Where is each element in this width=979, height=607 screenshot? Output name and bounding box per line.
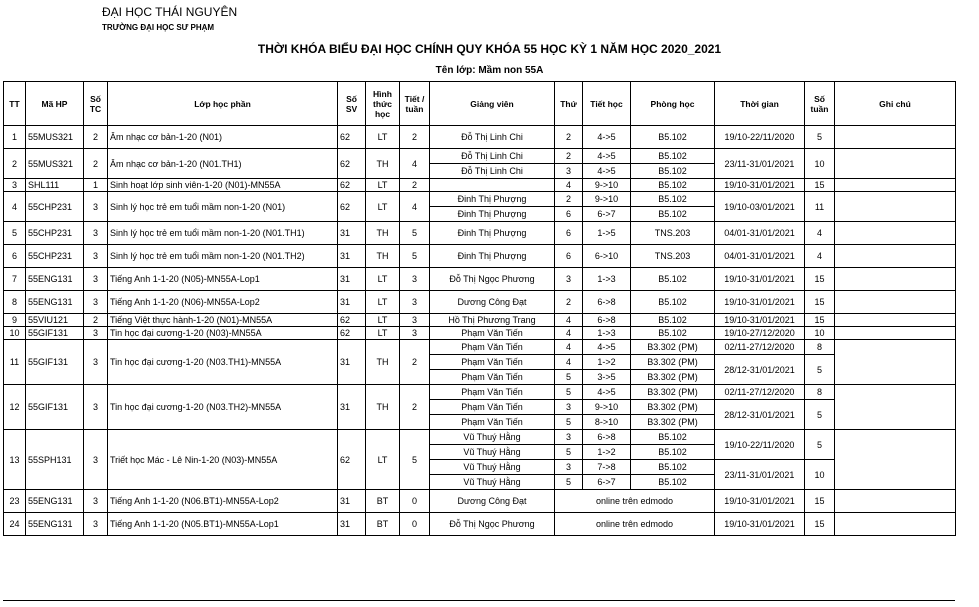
course-section: Âm nhạc cơ bản-1-20 (N01.TH1)	[108, 149, 338, 179]
period-slot: 7->8	[583, 460, 631, 475]
bottom-border	[3, 600, 955, 601]
period-slot: 3->5	[583, 370, 631, 385]
period-slot: 1->5	[583, 222, 631, 245]
lecturer: Đỗ Thị Ngọc Phương	[430, 513, 555, 536]
course-section: Sinh lý học trẻ em tuổi mầm non-1-20 (N01.TH2)	[108, 245, 338, 268]
date-range: 19/10-27/12/2020	[715, 327, 805, 340]
online-note: online trên edmodo	[555, 513, 715, 536]
row-number: 12	[4, 385, 26, 430]
period-slot: 9->10	[583, 192, 631, 207]
note-cell	[835, 430, 956, 490]
study-form: LT	[366, 314, 400, 327]
period-slot: 9->10	[583, 179, 631, 192]
week-count: 15	[805, 179, 835, 192]
table-row	[4, 245, 956, 268]
week-count: 15	[805, 291, 835, 314]
course-code: 55MUS321	[26, 149, 84, 179]
column-header: Tiết học	[583, 82, 631, 126]
weekday: 5	[555, 415, 583, 430]
table-row	[4, 268, 956, 291]
room: B5.102	[631, 207, 715, 222]
course-code: 55CHP231	[26, 245, 84, 268]
column-header: Thứ	[555, 82, 583, 126]
weekday: 4	[555, 327, 583, 340]
date-range: 19/10-31/01/2021	[715, 513, 805, 536]
weekday: 6	[555, 207, 583, 222]
room: B5.102	[631, 327, 715, 340]
weekday: 3	[555, 268, 583, 291]
lecturer: Đỗ Thị Linh Chi	[430, 164, 555, 179]
weekday: 2	[555, 149, 583, 164]
credits: 1	[84, 179, 108, 192]
credits: 3	[84, 192, 108, 222]
lecturer: Vũ Thuý Hằng	[430, 460, 555, 475]
date-range: 28/12-31/01/2021	[715, 400, 805, 430]
credits: 2	[84, 149, 108, 179]
weekday: 4	[555, 179, 583, 192]
date-range: 23/11-31/01/2021	[715, 149, 805, 179]
room: B5.102	[631, 164, 715, 179]
period-slot: 4->5	[583, 126, 631, 149]
weekday: 5	[555, 445, 583, 460]
credits: 2	[84, 126, 108, 149]
school-name: TRƯỜNG ĐẠI HỌC SƯ PHẠM	[102, 23, 215, 32]
note-cell	[835, 291, 956, 314]
credits: 3	[84, 513, 108, 536]
period-slot: 4->5	[583, 340, 631, 355]
course-section: Sinh hoạt lớp sinh viên-1-20 (N01)-MN55A	[108, 179, 338, 192]
student-count: 62	[338, 314, 366, 327]
column-header: Giảng viên	[430, 82, 555, 126]
column-header: Lớp học phần	[108, 82, 338, 126]
study-form: LT	[366, 268, 400, 291]
row-number: 7	[4, 268, 26, 291]
note-cell	[835, 268, 956, 291]
study-form: BT	[366, 513, 400, 536]
periods-per-week: 3	[400, 291, 430, 314]
room: B3.302 (PM)	[631, 415, 715, 430]
weekday: 3	[555, 460, 583, 475]
room: B3.302 (PM)	[631, 385, 715, 400]
student-count: 31	[338, 222, 366, 245]
week-count: 10	[805, 327, 835, 340]
note-cell	[835, 340, 956, 385]
room: B5.102	[631, 179, 715, 192]
lecturer: Hồ Thị Phương Trang	[430, 314, 555, 327]
row-number: 2	[4, 149, 26, 179]
room: B5.102	[631, 192, 715, 207]
note-cell	[835, 385, 956, 430]
row-number: 24	[4, 513, 26, 536]
column-header: Thời gian	[715, 82, 805, 126]
note-cell	[835, 327, 956, 340]
date-range: 19/10-03/01/2021	[715, 192, 805, 222]
course-section: Tiếng Anh 1-1-20 (N05.BT1)-MN55A-Lop1	[108, 513, 338, 536]
course-section: Tin học đại cương-1-20 (N03.TH1)-MN55A	[108, 340, 338, 385]
date-range: 19/10-31/01/2021	[715, 268, 805, 291]
row-number: 4	[4, 192, 26, 222]
course-code: 55GIF131	[26, 340, 84, 385]
lecturer: Phạm Văn Tiến	[430, 385, 555, 400]
period-slot: 9->10	[583, 400, 631, 415]
room: B3.302 (PM)	[631, 370, 715, 385]
row-number: 6	[4, 245, 26, 268]
lecturer: Đỗ Thị Linh Chi	[430, 149, 555, 164]
date-range: 19/10-22/11/2020	[715, 430, 805, 460]
periods-per-week: 2	[400, 385, 430, 430]
date-range: 02/11-27/12/2020	[715, 385, 805, 400]
period-slot: 6->10	[583, 245, 631, 268]
course-code: 55SPH131	[26, 430, 84, 490]
week-count: 5	[805, 126, 835, 149]
course-section: Tiếng Việt thực hành-1-20 (N01)-MN55A	[108, 314, 338, 327]
period-slot: 1->3	[583, 268, 631, 291]
periods-per-week: 3	[400, 314, 430, 327]
study-form: LT	[366, 192, 400, 222]
periods-per-week: 0	[400, 490, 430, 513]
course-code: 55GIF131	[26, 327, 84, 340]
row-number: 1	[4, 126, 26, 149]
week-count: 15	[805, 490, 835, 513]
column-header: Ghi chú	[835, 82, 956, 126]
lecturer: Vũ Thuý Hằng	[430, 445, 555, 460]
student-count: 62	[338, 126, 366, 149]
student-count: 31	[338, 245, 366, 268]
periods-per-week: 4	[400, 149, 430, 179]
class-name: Tên lớp: Mầm non 55A	[435, 65, 544, 76]
period-slot: 8->10	[583, 415, 631, 430]
week-count: 5	[805, 355, 835, 385]
weekday: 5	[555, 475, 583, 490]
table-row	[4, 149, 956, 164]
university-name: ĐẠI HỌC THÁI NGUYÊN	[102, 5, 238, 19]
study-form: TH	[366, 385, 400, 430]
student-count: 31	[338, 268, 366, 291]
student-count: 31	[338, 340, 366, 385]
date-range: 23/11-31/01/2021	[715, 460, 805, 490]
table-row	[4, 126, 956, 149]
date-range: 04/01-31/01/2021	[715, 245, 805, 268]
date-range: 02/11-27/12/2020	[715, 340, 805, 355]
row-number: 3	[4, 179, 26, 192]
date-range: 19/10-31/01/2021	[715, 179, 805, 192]
lecturer: Đỗ Thị Ngọc Phương	[430, 268, 555, 291]
date-range: 04/01-31/01/2021	[715, 222, 805, 245]
lecturer: Phạm Văn Tiến	[430, 370, 555, 385]
study-form: TH	[366, 149, 400, 179]
room: B3.302 (PM)	[631, 340, 715, 355]
student-count: 31	[338, 513, 366, 536]
row-number: 5	[4, 222, 26, 245]
student-count: 62	[338, 192, 366, 222]
period-slot: 6->8	[583, 291, 631, 314]
weekday: 2	[555, 192, 583, 207]
lecturer: Phạm Văn Tiến	[430, 415, 555, 430]
credits: 3	[84, 291, 108, 314]
week-count: 5	[805, 400, 835, 430]
note-cell	[835, 490, 956, 513]
course-code: 55ENG131	[26, 268, 84, 291]
weekday: 4	[555, 314, 583, 327]
table-row	[4, 513, 956, 536]
row-number: 23	[4, 490, 26, 513]
periods-per-week: 5	[400, 222, 430, 245]
weekday: 3	[555, 400, 583, 415]
study-form: BT	[366, 490, 400, 513]
note-cell	[835, 126, 956, 149]
lecturer: Dương Công Đạt	[430, 490, 555, 513]
note-cell	[835, 192, 956, 222]
table-row	[4, 327, 956, 340]
lecturer: Dương Công Đạt	[430, 291, 555, 314]
weekday: 6	[555, 245, 583, 268]
lecturer: Phạm Văn Tiến	[430, 340, 555, 355]
room: B5.102	[631, 149, 715, 164]
course-code: 55VIU121	[26, 314, 84, 327]
week-count: 8	[805, 385, 835, 400]
course-code: 55ENG131	[26, 490, 84, 513]
room: B5.102	[631, 430, 715, 445]
date-range: 19/10-31/01/2021	[715, 291, 805, 314]
note-cell	[835, 245, 956, 268]
study-form: LT	[366, 327, 400, 340]
periods-per-week: 5	[400, 430, 430, 490]
study-form: LT	[366, 291, 400, 314]
credits: 3	[84, 222, 108, 245]
study-form: TH	[366, 340, 400, 385]
course-code: SHL111	[26, 179, 84, 192]
period-slot: 4->5	[583, 385, 631, 400]
course-section: Triết học Mác - Lê Nin-1-20 (N03)-MN55A	[108, 430, 338, 490]
week-count: 4	[805, 245, 835, 268]
date-range: 19/10-31/01/2021	[715, 314, 805, 327]
date-range: 19/10-31/01/2021	[715, 490, 805, 513]
periods-per-week: 2	[400, 340, 430, 385]
row-number: 10	[4, 327, 26, 340]
table-row	[4, 490, 956, 513]
column-header: Số tuần	[805, 82, 835, 126]
week-count: 15	[805, 268, 835, 291]
course-code: 55ENG131	[26, 513, 84, 536]
periods-per-week: 2	[400, 126, 430, 149]
periods-per-week: 5	[400, 245, 430, 268]
week-count: 10	[805, 460, 835, 490]
table-row	[4, 314, 956, 327]
weekday: 5	[555, 370, 583, 385]
period-slot: 4->5	[583, 149, 631, 164]
study-form: LT	[366, 430, 400, 490]
table-row	[4, 385, 956, 400]
periods-per-week: 3	[400, 327, 430, 340]
room: B5.102	[631, 475, 715, 490]
room: B3.302 (PM)	[631, 400, 715, 415]
lecturer: Vũ Thuý Hằng	[430, 475, 555, 490]
lecturer: Đinh Thị Phượng	[430, 207, 555, 222]
period-slot: 1->2	[583, 355, 631, 370]
row-number: 13	[4, 430, 26, 490]
note-cell	[835, 513, 956, 536]
column-header: Số SV	[338, 82, 366, 126]
row-number: 11	[4, 340, 26, 385]
periods-per-week: 3	[400, 268, 430, 291]
credits: 3	[84, 327, 108, 340]
periods-per-week: 2	[400, 179, 430, 192]
lecturer: Đinh Thị Phượng	[430, 222, 555, 245]
weekday: 4	[555, 355, 583, 370]
room: B5.102	[631, 314, 715, 327]
credits: 3	[84, 490, 108, 513]
room: B5.102	[631, 291, 715, 314]
note-cell	[835, 314, 956, 327]
lecturer	[430, 179, 555, 192]
credits: 3	[84, 245, 108, 268]
period-slot: 6->8	[583, 314, 631, 327]
table-row	[4, 179, 956, 192]
student-count: 62	[338, 430, 366, 490]
student-count: 31	[338, 490, 366, 513]
table-row	[4, 340, 956, 355]
weekday: 3	[555, 430, 583, 445]
column-header: Tiết / tuần	[400, 82, 430, 126]
weekday: 4	[555, 340, 583, 355]
student-count: 62	[338, 179, 366, 192]
weekday: 2	[555, 291, 583, 314]
course-code: 55CHP231	[26, 222, 84, 245]
week-count: 8	[805, 340, 835, 355]
column-header: Số TC	[84, 82, 108, 126]
student-count: 62	[338, 149, 366, 179]
credits: 2	[84, 314, 108, 327]
period-slot: 6->7	[583, 207, 631, 222]
period-slot: 1->3	[583, 327, 631, 340]
online-note: online trên edmodo	[555, 490, 715, 513]
column-header: TT	[4, 82, 26, 126]
week-count: 5	[805, 430, 835, 460]
room: TNS.203	[631, 245, 715, 268]
periods-per-week: 4	[400, 192, 430, 222]
table-row	[4, 192, 956, 207]
column-header: Phòng học	[631, 82, 715, 126]
date-range: 28/12-31/01/2021	[715, 355, 805, 385]
course-section: Tin học đại cương-1-20 (N03.TH2)-MN55A	[108, 385, 338, 430]
period-slot: 6->8	[583, 430, 631, 445]
course-section: Sinh lý học trẻ em tuổi mầm non-1-20 (N01)	[108, 192, 338, 222]
course-section: Tiếng Anh 1-1-20 (N05)-MN55A-Lop1	[108, 268, 338, 291]
note-cell	[835, 179, 956, 192]
course-code: 55GIF131	[26, 385, 84, 430]
study-form: TH	[366, 222, 400, 245]
course-code: 55ENG131	[26, 291, 84, 314]
room: TNS.203	[631, 222, 715, 245]
room: B5.102	[631, 460, 715, 475]
column-header: Hình thức học	[366, 82, 400, 126]
course-section: Tiếng Anh 1-1-20 (N06.BT1)-MN55A-Lop2	[108, 490, 338, 513]
date-range: 19/10-22/11/2020	[715, 126, 805, 149]
week-count: 15	[805, 513, 835, 536]
room: B5.102	[631, 445, 715, 460]
periods-per-week: 0	[400, 513, 430, 536]
table-row	[4, 430, 956, 445]
lecturer: Đinh Thị Phượng	[430, 192, 555, 207]
weekday: 3	[555, 164, 583, 179]
period-slot: 1->2	[583, 445, 631, 460]
room: B5.102	[631, 126, 715, 149]
lecturer: Phạm Văn Tiến	[430, 355, 555, 370]
table-row	[4, 291, 956, 314]
week-count: 11	[805, 192, 835, 222]
page-title: THỜI KHÓA BIỂU ĐẠI HỌC CHÍNH QUY KHÓA 55 HỌC KỲ 1 NĂM HỌC 2020_2021	[257, 42, 722, 56]
column-header: Mã HP	[26, 82, 84, 126]
course-section: Tin học đại cương-1-20 (N03)-MN55A	[108, 327, 338, 340]
credits: 3	[84, 268, 108, 291]
lecturer: Đinh Thị Phượng	[430, 245, 555, 268]
room: B3.302 (PM)	[631, 355, 715, 370]
student-count: 31	[338, 385, 366, 430]
study-form: TH	[366, 245, 400, 268]
weekday: 6	[555, 222, 583, 245]
period-slot: 4->5	[583, 164, 631, 179]
course-section: Âm nhạc cơ bản-1-20 (N01)	[108, 126, 338, 149]
table-header-row	[4, 82, 956, 126]
course-code: 55CHP231	[26, 192, 84, 222]
credits: 3	[84, 430, 108, 490]
note-cell	[835, 149, 956, 179]
week-count: 15	[805, 314, 835, 327]
week-count: 4	[805, 222, 835, 245]
lecturer: Phạm Văn Tiến	[430, 400, 555, 415]
weekday: 5	[555, 385, 583, 400]
credits: 3	[84, 340, 108, 385]
course-code: 55MUS321	[26, 126, 84, 149]
study-form: LT	[366, 126, 400, 149]
student-count: 62	[338, 327, 366, 340]
row-number: 9	[4, 314, 26, 327]
lecturer: Vũ Thuý Hằng	[430, 430, 555, 445]
timetable	[3, 81, 956, 536]
period-slot: 6->7	[583, 475, 631, 490]
lecturer: Đỗ Thị Linh Chi	[430, 126, 555, 149]
week-count: 10	[805, 149, 835, 179]
study-form: LT	[366, 179, 400, 192]
lecturer: Phạm Văn Tiến	[430, 327, 555, 340]
room: B5.102	[631, 268, 715, 291]
weekday: 2	[555, 126, 583, 149]
credits: 3	[84, 385, 108, 430]
row-number: 8	[4, 291, 26, 314]
table-row	[4, 222, 956, 245]
course-section: Sinh lý học trẻ em tuổi mầm non-1-20 (N01.TH1)	[108, 222, 338, 245]
note-cell	[835, 222, 956, 245]
student-count: 31	[338, 291, 366, 314]
course-section: Tiếng Anh 1-1-20 (N06)-MN55A-Lop2	[108, 291, 338, 314]
